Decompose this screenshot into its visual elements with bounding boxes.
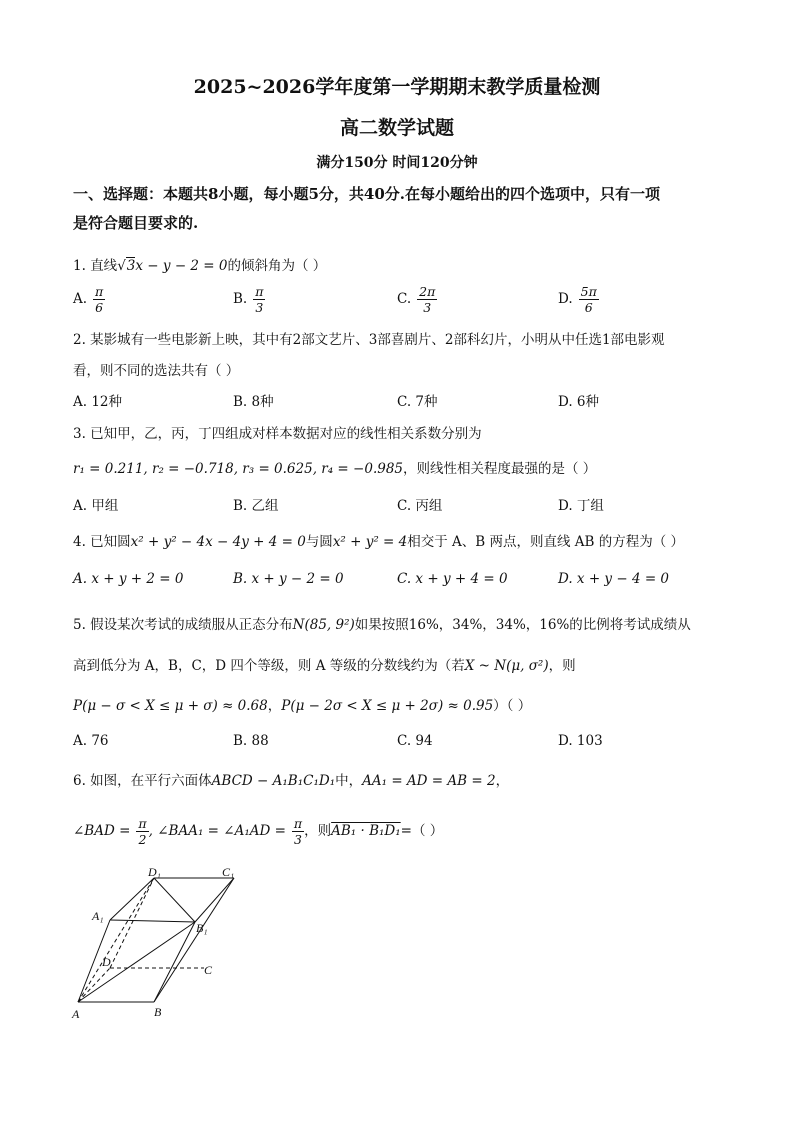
q6-frac-2: $\frac{\pi}{3}$ <box>293 816 303 847</box>
label-B: B <box>154 1005 162 1019</box>
q3-line1: 3. 已知甲，乙，丙，丁四组成对样本数据对应的线性相关系数分别为 <box>73 426 482 442</box>
parallelepiped-figure <box>70 868 270 1028</box>
q5-normal-def: X ~ N(μ, σ²) <box>464 658 549 674</box>
q5-prob-1: P(μ − σ < X ≤ μ + σ) ≈ 0.68 <box>73 698 268 714</box>
q3-option-d[interactable]: D. 丁组 <box>558 498 604 514</box>
q4-option-a[interactable]: A. x + y + 2 = 0 <box>73 571 184 587</box>
q5-line3: P(μ − σ < X ≤ μ + σ) ≈ 0.68，P(μ − 2σ < X ≤ μ + 2σ) ≈ 0.95）（ ） <box>73 698 532 714</box>
label-B1: B₁ <box>196 921 208 935</box>
q6-edges: AA₁ = AD = AB = 2 <box>362 773 496 789</box>
q2-line1: 2. 某影城有一些电影新上映，其中有2部文艺片、3部喜剧片、2部科幻片，小明从中任选1部电影观 <box>73 332 665 348</box>
q3-option-a[interactable]: A. 甲组 <box>73 498 119 514</box>
q1-post: 的倾斜角为（ ） <box>227 258 327 274</box>
section-heading-line2: 是符合题目要求的. <box>73 214 199 232</box>
q4-circle2: x² + y² = 4 <box>332 534 408 550</box>
q1-equation: √3x − y − 2 = 0 <box>117 258 228 274</box>
q4-post: 相交于 A、B 两点，则直线 AB 的方程为（ ） <box>407 534 685 550</box>
question-1 <box>73 254 326 274</box>
q5-option-a[interactable]: A. 76 <box>73 733 109 749</box>
label-C1: C₁ <box>222 868 235 879</box>
question-4 <box>73 530 684 550</box>
q6-solid: ABCD − A₁B₁C₁D₁ <box>211 773 336 789</box>
q6-line2: ∠BAD = $\frac{\pi}{2}$ , ∠BAA₁ = ∠A₁AD = $\frac{\pi}{3}$ ，则AB₁ · B₁D₁=（ ） <box>73 816 444 847</box>
q2-line2: 看，则不同的选法共有（ ） <box>73 363 240 379</box>
q2-option-b[interactable]: B. 8种 <box>233 394 274 410</box>
q2-option-a[interactable]: A. 12种 <box>73 394 123 410</box>
q3-option-b[interactable]: B. 乙组 <box>233 498 279 514</box>
q3-line2-post: ，则线性相关程度最强的是（ ） <box>403 461 597 477</box>
section-heading-line1: 一、选择题：本题共8小题，每小题5分，共40分.在每小题给出的四个选项中，只有一项 <box>73 185 660 203</box>
q2-option-c[interactable]: C. 7种 <box>397 394 438 410</box>
q6-vector-product: AB₁ · B₁D₁ <box>331 823 401 839</box>
q3-coefficients: r₁ = 0.211, r₂ = −0.718, r₃ = 0.625, r₄ = −0.985 <box>73 461 403 477</box>
exam-title: 2025~2026学年度第一学期期末教学质量检测 <box>193 76 601 98</box>
q4-mid: 与圆 <box>305 534 333 550</box>
q5-option-c[interactable]: C. 94 <box>397 733 433 749</box>
q4-option-d[interactable]: D. x + y − 4 = 0 <box>558 571 670 587</box>
q4-circle1: x² + y² − 4x − 4y + 4 = 0 <box>130 534 306 550</box>
q6-frac-1: $\frac{\pi}{2}$ <box>138 816 147 847</box>
q5-prob-2: P(μ − 2σ < X ≤ μ + 2σ) ≈ 0.95 <box>281 698 494 714</box>
q4-pre: 4. 已知圆 <box>73 534 131 550</box>
q5-option-d[interactable]: D. 103 <box>558 733 603 749</box>
exam-meta: 满分150分 时间120分钟 <box>316 155 478 171</box>
q1-pre: 直线 <box>90 258 118 274</box>
q3-line2 <box>73 457 596 477</box>
q1-option-b[interactable]: B. $\frac{\pi}{3}$ <box>233 284 264 315</box>
q1-option-d[interactable]: D. $\frac{5\pi}{6}$ <box>558 284 597 315</box>
q4-option-b[interactable]: B. x + y − 2 = 0 <box>233 571 344 587</box>
exam-subtitle: 高二数学试题 <box>339 117 454 139</box>
q3-option-c[interactable]: C. 丙组 <box>397 498 443 514</box>
q1-option-c[interactable]: C. $\frac{2\pi}{3}$ <box>397 284 436 315</box>
q5-line1: 5. 假设某次考试的成绩服从正态分布N(85, 9²)如果按照16%，34%，34%，16%的比例将考试成绩从 <box>73 617 691 633</box>
q4-option-c[interactable]: C. x + y + 4 = 0 <box>397 571 508 587</box>
label-A: A <box>72 1007 80 1021</box>
q5-option-b[interactable]: B. 88 <box>233 733 269 749</box>
q5-distribution: N(85, 9²) <box>292 617 355 633</box>
q1-option-a[interactable]: A. $\frac{\pi}{6}$ <box>73 284 104 315</box>
label-D: D <box>102 955 111 969</box>
q1-num: 1. <box>73 258 86 274</box>
label-D1: D₁ <box>148 868 161 879</box>
q6-line1: 6. 如图，在平行六面体ABCD − A₁B₁C₁D₁中，AA₁ = AD = AB = 2， <box>73 773 510 789</box>
label-C: C <box>204 963 213 977</box>
q2-option-d[interactable]: D. 6种 <box>558 394 600 410</box>
q5-line2: 高到低分为 A，B，C，D 四个等级，则 A 等级的分数线约为（若X ~ N(μ, σ²)，则 <box>73 658 576 674</box>
label-A1: A₁ <box>92 909 104 923</box>
